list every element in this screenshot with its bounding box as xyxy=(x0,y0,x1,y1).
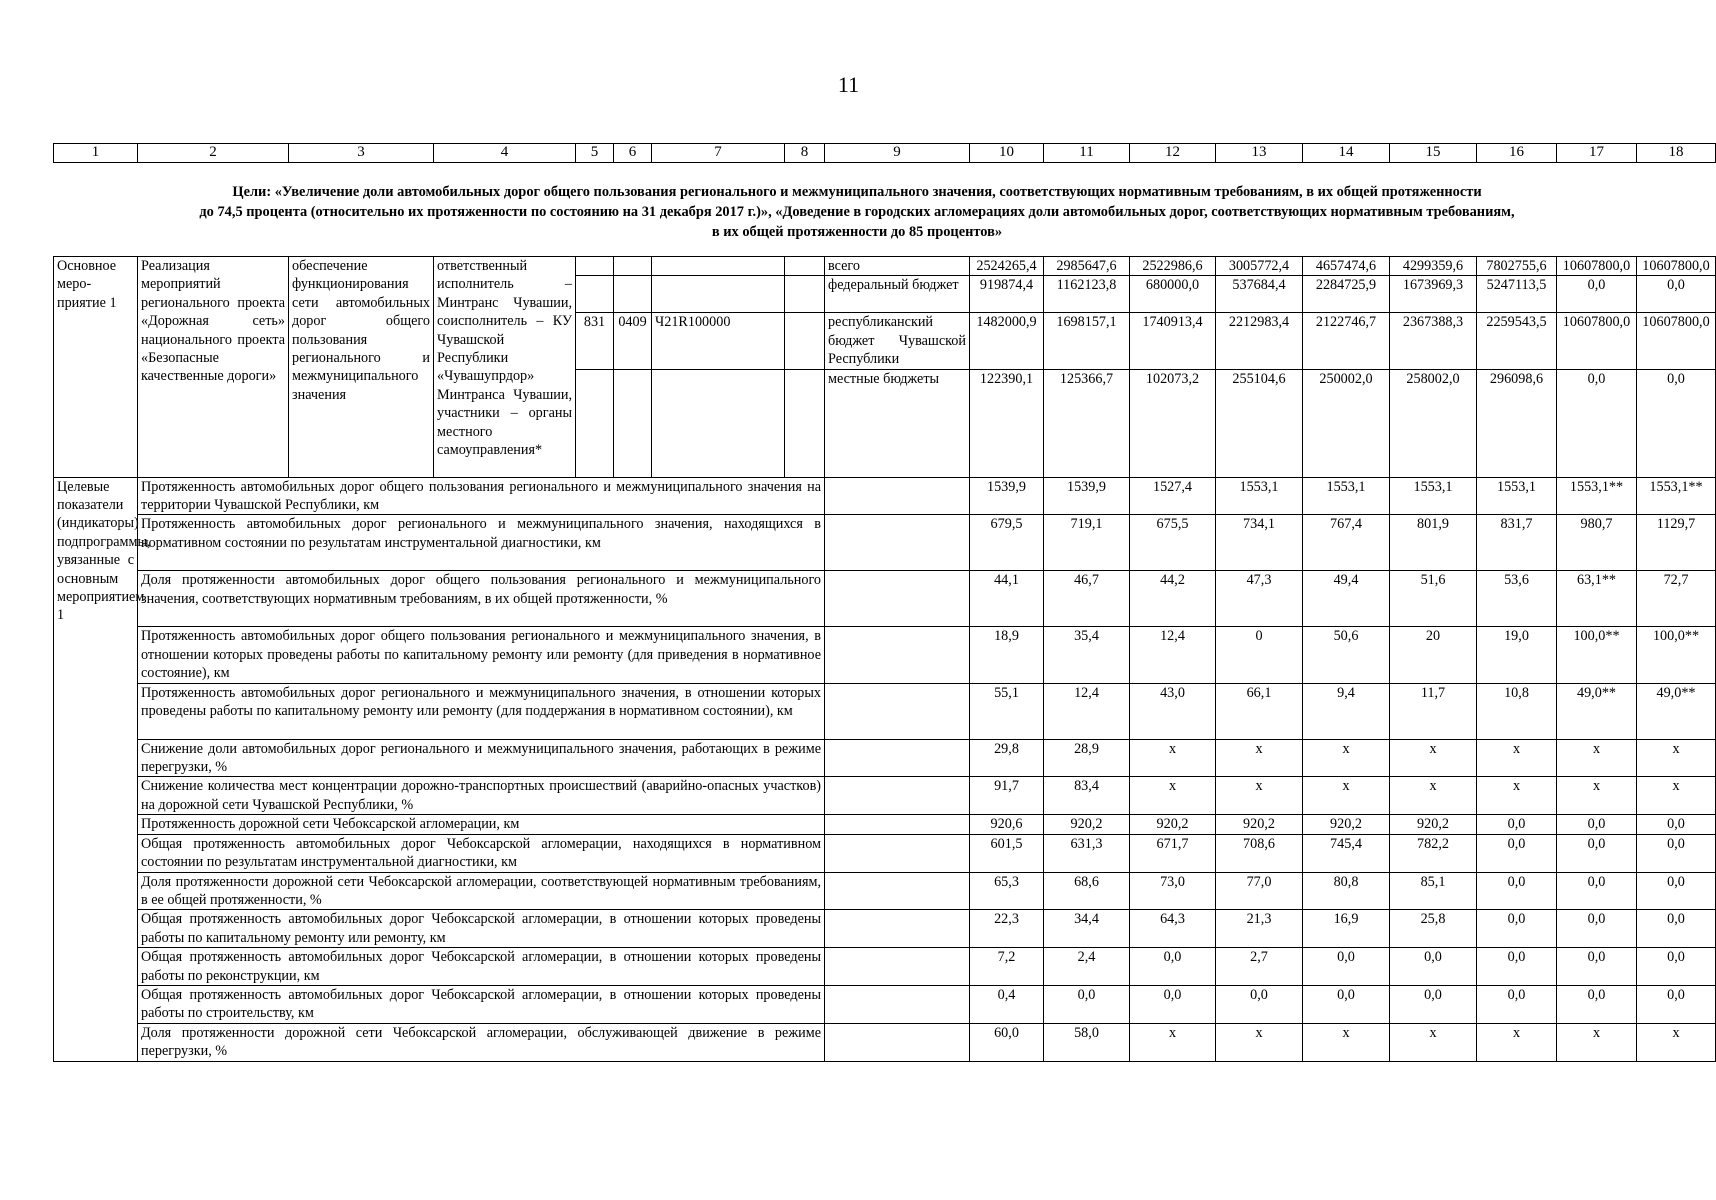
empty-source-cell xyxy=(825,985,970,1023)
indicator-value: 53,6 xyxy=(1477,571,1557,627)
indicator-value: 1553,1 xyxy=(1216,477,1303,515)
indicator-value: 16,9 xyxy=(1303,910,1390,948)
indicator-text: Доля протяженности дорожной сети Чебоксарской агломерации, обслуживающей движение в режиме перегрузки, % xyxy=(138,1023,825,1061)
indicator-value: 80,8 xyxy=(1303,872,1390,910)
value-cell: 2259543,5 xyxy=(1477,313,1557,369)
indicator-value: x xyxy=(1216,739,1303,777)
column-number: 12 xyxy=(1130,144,1216,163)
indicator-value: 0,0 xyxy=(1477,834,1557,872)
indicator-value: 44,1 xyxy=(970,571,1044,627)
indicator-row xyxy=(54,815,1716,834)
indicator-value: x xyxy=(1303,739,1390,777)
indicator-value: 0,0 xyxy=(1637,985,1716,1023)
page-number: 11 xyxy=(837,72,860,97)
indicator-value: 0,0 xyxy=(1637,815,1716,834)
indicator-row xyxy=(54,739,1716,777)
column-number: 7 xyxy=(652,144,785,163)
indicator-value: x xyxy=(1477,739,1557,777)
indicator-value: 64,3 xyxy=(1130,910,1216,948)
column-number: 15 xyxy=(1390,144,1477,163)
value-cell: 10607800,0 xyxy=(1557,257,1637,276)
indicator-row xyxy=(54,627,1716,683)
indicator-value: 49,0** xyxy=(1637,683,1716,739)
indicator-value: 29,8 xyxy=(970,739,1044,777)
indicator-value: x xyxy=(1216,1023,1303,1061)
empty-source-cell xyxy=(825,872,970,910)
indicator-text: Общая протяженность автомобильных дорог Чебоксарской агломерации, находящихся в нормативном состоянии по результатам инструментальной диагностики, км xyxy=(138,834,825,872)
indicator-value: 0,0 xyxy=(1130,985,1216,1023)
value-cell: 125366,7 xyxy=(1044,369,1130,477)
column-number: 8 xyxy=(785,144,825,163)
indicator-value: 0,0 xyxy=(1557,910,1637,948)
indicator-value: 767,4 xyxy=(1303,515,1390,571)
indicator-value: 49,4 xyxy=(1303,571,1390,627)
indicator-value: 22,3 xyxy=(970,910,1044,948)
indicator-text: Протяженность дорожной сети Чебоксарской агломерации, км xyxy=(138,815,825,834)
indicator-value: 12,4 xyxy=(1130,627,1216,683)
value-cell: 1698157,1 xyxy=(1044,313,1130,369)
column-number: 5 xyxy=(576,144,614,163)
indicator-value: 0,0 xyxy=(1390,985,1477,1023)
code-cell xyxy=(785,369,825,477)
value-cell: 0,0 xyxy=(1637,369,1716,477)
code-cell xyxy=(614,257,652,276)
indicator-value: 734,1 xyxy=(1216,515,1303,571)
value-cell: 0,0 xyxy=(1637,276,1716,313)
code-rz-cell: 0409 xyxy=(614,313,652,369)
indicator-text: Общая протяженность автомобильных дорог Чебоксарской агломерации, в отношении которых проведены работы по реконструкции, км xyxy=(138,948,825,986)
indicator-value: 782,2 xyxy=(1390,834,1477,872)
column-number: 13 xyxy=(1216,144,1303,163)
indicator-row xyxy=(54,910,1716,948)
indicator-value: 0,0 xyxy=(1477,815,1557,834)
indicator-value: 63,1** xyxy=(1557,571,1637,627)
value-cell: 258002,0 xyxy=(1390,369,1477,477)
value-cell: 250002,0 xyxy=(1303,369,1390,477)
indicators-group-label: Целевые показатели (индикаторы) подпрограммы, увязанные с основным мероприятием 1 xyxy=(54,477,138,1061)
indicator-value: 68,6 xyxy=(1044,872,1130,910)
indicator-value: x xyxy=(1637,777,1716,815)
indicator-row xyxy=(54,1023,1716,1061)
column-number: 18 xyxy=(1637,144,1716,163)
indicator-row xyxy=(54,948,1716,986)
indicator-text: Протяженность автомобильных дорог регионального и межмуниципального значения, в отношении которых проведены работы по капитальному ремонту или ремонту (для поддержания в нормативном состоянии), км xyxy=(138,683,825,739)
indicator-row xyxy=(54,571,1716,627)
indicator-text: Протяженность автомобильных дорог общего пользования регионального и межмуниципального значения на территории Чувашской Республики, км xyxy=(138,477,825,515)
indicator-value: 601,5 xyxy=(970,834,1044,872)
indicator-text: Снижение количества мест концентрации дорожно-транспортных происшествий (аварийно-опасных участков) на дорожной сети Чувашской Республики, % xyxy=(138,777,825,815)
value-cell: 537684,4 xyxy=(1216,276,1303,313)
indicator-value: 0,0 xyxy=(1477,872,1557,910)
indicator-value: x xyxy=(1557,1023,1637,1061)
indicator-value: 0,0 xyxy=(1637,910,1716,948)
indicator-value: 920,2 xyxy=(1130,815,1216,834)
source-cell: федеральный бюджет xyxy=(825,276,970,313)
indicator-row xyxy=(54,777,1716,815)
indicator-value: 1553,1 xyxy=(1303,477,1390,515)
code-gr-cell: 831 xyxy=(576,313,614,369)
column-number: 10 xyxy=(970,144,1044,163)
indicator-value: 675,5 xyxy=(1130,515,1216,571)
empty-source-cell xyxy=(825,1023,970,1061)
indicator-value: x xyxy=(1557,739,1637,777)
indicator-value: 44,2 xyxy=(1130,571,1216,627)
indicator-value: 1539,9 xyxy=(970,477,1044,515)
indicator-value: 46,7 xyxy=(1044,571,1130,627)
code-cell xyxy=(785,257,825,276)
indicator-text: Общая протяженность автомобильных дорог Чебоксарской агломерации, в отношении которых проведены работы по строительству, км xyxy=(138,985,825,1023)
indicator-value: 100,0** xyxy=(1637,627,1716,683)
indicator-value: 49,0** xyxy=(1557,683,1637,739)
indicator-value: 631,3 xyxy=(1044,834,1130,872)
main-event-goal: обеспечение функционирования сети автомобильных дорог общего пользования регионального и межмуниципального значения xyxy=(289,257,434,478)
indicator-value: 1553,1 xyxy=(1477,477,1557,515)
indicator-value: 1553,1 xyxy=(1390,477,1477,515)
indicator-value: 801,9 xyxy=(1390,515,1477,571)
indicator-value: 0 xyxy=(1216,627,1303,683)
indicator-text: Снижение доли автомобильных дорог регионального и межмуниципального значения, работающих в режиме перегрузки, % xyxy=(138,739,825,777)
indicator-value: 0,0 xyxy=(1390,948,1477,986)
code-cell xyxy=(652,369,785,477)
indicator-value: 34,4 xyxy=(1044,910,1130,948)
indicator-value: 1539,9 xyxy=(1044,477,1130,515)
indicator-value: 91,7 xyxy=(970,777,1044,815)
column-number: 6 xyxy=(614,144,652,163)
code-cell xyxy=(614,369,652,477)
empty-source-cell xyxy=(825,515,970,571)
code-cell xyxy=(576,276,614,313)
indicator-value: x xyxy=(1303,1023,1390,1061)
goals-line: до 74,5 процента (относительно их протяженности по состоянию на 31 декабря 2017 г.)», «Доведение в городских агломерациях доли автомобильных дорог, соответствующих нормативным требованиям, xyxy=(199,204,1515,220)
code-cell xyxy=(652,257,785,276)
indicator-value: 920,2 xyxy=(1216,815,1303,834)
main-event-title: Реализация мероприятий регионального проекта «Дорожная сеть» национального проекта «Безопасные качественные дороги» xyxy=(138,257,289,478)
value-cell: 7802755,6 xyxy=(1477,257,1557,276)
indicator-value: 21,3 xyxy=(1216,910,1303,948)
indicator-value: 708,6 xyxy=(1216,834,1303,872)
value-cell: 2367388,3 xyxy=(1390,313,1477,369)
column-number: 9 xyxy=(825,144,970,163)
indicator-value: 719,1 xyxy=(1044,515,1130,571)
indicator-value: x xyxy=(1477,777,1557,815)
indicator-value: 28,9 xyxy=(1044,739,1130,777)
column-number: 2 xyxy=(138,144,289,163)
indicator-value: 0,0 xyxy=(1303,948,1390,986)
indicator-value: 66,1 xyxy=(1216,683,1303,739)
indicator-value: 9,4 xyxy=(1303,683,1390,739)
code-cell xyxy=(576,369,614,477)
indicator-value: x xyxy=(1130,1023,1216,1061)
main-event-executors: ответственный исполнитель – Минтранс Чувашии, соисполнитель – КУ Чувашской Республики «Чувашупрдор» Минтранса Чувашии, участники – органы местного самоуправления* xyxy=(434,257,576,478)
indicator-value: 43,0 xyxy=(1130,683,1216,739)
indicator-value: 83,4 xyxy=(1044,777,1130,815)
indicator-value: 0,0 xyxy=(1477,948,1557,986)
indicator-value: 0,0 xyxy=(1557,948,1637,986)
column-number: 16 xyxy=(1477,144,1557,163)
indicator-value: 20 xyxy=(1390,627,1477,683)
indicator-value: 85,1 xyxy=(1390,872,1477,910)
indicator-value: 0,0 xyxy=(1130,948,1216,986)
indicator-value: x xyxy=(1303,777,1390,815)
indicator-value: 60,0 xyxy=(970,1023,1044,1061)
indicator-value: 0,0 xyxy=(1477,985,1557,1023)
indicator-value: 10,8 xyxy=(1477,683,1557,739)
indicator-value: 2,7 xyxy=(1216,948,1303,986)
indicator-value: 18,9 xyxy=(970,627,1044,683)
value-cell: 2122746,7 xyxy=(1303,313,1390,369)
indicator-value: x xyxy=(1390,777,1477,815)
indicator-value: 50,6 xyxy=(1303,627,1390,683)
indicator-value: 58,0 xyxy=(1044,1023,1130,1061)
value-cell: 919874,4 xyxy=(970,276,1044,313)
column-number: 4 xyxy=(434,144,576,163)
indicator-row xyxy=(54,985,1716,1023)
indicator-row xyxy=(54,872,1716,910)
indicator-value: 0,0 xyxy=(1477,910,1557,948)
value-cell: 3005772,4 xyxy=(1216,257,1303,276)
indicator-value: 745,4 xyxy=(1303,834,1390,872)
indicator-value: 35,4 xyxy=(1044,627,1130,683)
indicator-value: 0,0 xyxy=(1557,872,1637,910)
indicator-value: 0,0 xyxy=(1557,985,1637,1023)
main-event-label: Основное меро-приятие 1 xyxy=(54,257,138,478)
indicator-row xyxy=(54,477,1716,515)
indicator-value: 51,6 xyxy=(1390,571,1477,627)
indicator-value: 2,4 xyxy=(1044,948,1130,986)
indicator-row xyxy=(54,683,1716,739)
value-cell: 10607800,0 xyxy=(1637,313,1716,369)
indicator-value: 0,0 xyxy=(1637,872,1716,910)
column-number: 3 xyxy=(289,144,434,163)
indicator-value: 0,0 xyxy=(1303,985,1390,1023)
value-cell: 2985647,6 xyxy=(1044,257,1130,276)
indicator-value: 0,0 xyxy=(1637,834,1716,872)
empty-source-cell xyxy=(825,739,970,777)
indicator-value: 679,5 xyxy=(970,515,1044,571)
indicator-text: Доля протяженности автомобильных дорог общего пользования регионального и межмуниципального значения, соответствующих нормативным требованиям, в их общей протяженности, % xyxy=(138,571,825,627)
indicator-value: 0,0 xyxy=(1216,985,1303,1023)
column-number: 17 xyxy=(1557,144,1637,163)
value-cell: 1673969,3 xyxy=(1390,276,1477,313)
column-number-header xyxy=(53,143,1716,163)
indicator-row xyxy=(54,834,1716,872)
indicator-value: x xyxy=(1477,1023,1557,1061)
empty-source-cell xyxy=(825,571,970,627)
indicator-value: 1553,1** xyxy=(1557,477,1637,515)
value-cell: 1162123,8 xyxy=(1044,276,1130,313)
code-cell xyxy=(576,257,614,276)
indicator-value: 19,0 xyxy=(1477,627,1557,683)
indicator-value: 100,0** xyxy=(1557,627,1637,683)
value-cell: 102073,2 xyxy=(1130,369,1216,477)
empty-source-cell xyxy=(825,834,970,872)
value-cell: 0,0 xyxy=(1557,369,1637,477)
value-cell: 2212983,4 xyxy=(1216,313,1303,369)
indicator-value: 0,0 xyxy=(1044,985,1130,1023)
indicator-value: 920,6 xyxy=(970,815,1044,834)
empty-source-cell xyxy=(825,683,970,739)
source-cell: всего xyxy=(825,257,970,276)
code-vr-cell xyxy=(785,313,825,369)
code-cell xyxy=(652,276,785,313)
empty-source-cell xyxy=(825,910,970,948)
indicator-value: 0,4 xyxy=(970,985,1044,1023)
code-csr-cell: Ч21R100000 xyxy=(652,313,785,369)
empty-source-cell xyxy=(825,627,970,683)
indicator-value: 0,0 xyxy=(1557,834,1637,872)
value-cell: 1740913,4 xyxy=(1130,313,1216,369)
indicator-value: x xyxy=(1390,739,1477,777)
indicator-value: x xyxy=(1637,739,1716,777)
indicator-text: Протяженность автомобильных дорог регионального и межмуниципального значения, находящихся в нормативном состоянии по результатам инструментальной диагностики, км xyxy=(138,515,825,571)
value-cell: 255104,6 xyxy=(1216,369,1303,477)
indicator-value: x xyxy=(1390,1023,1477,1061)
value-cell: 2522986,6 xyxy=(1130,257,1216,276)
column-number: 1 xyxy=(54,144,138,163)
goals-heading xyxy=(53,182,1661,242)
indicator-value: 0,0 xyxy=(1637,948,1716,986)
indicator-value: 920,2 xyxy=(1390,815,1477,834)
value-cell: 5247113,5 xyxy=(1477,276,1557,313)
empty-source-cell xyxy=(825,777,970,815)
value-cell: 2284725,9 xyxy=(1303,276,1390,313)
value-cell: 2524265,4 xyxy=(970,257,1044,276)
value-cell: 0,0 xyxy=(1557,276,1637,313)
code-cell xyxy=(785,276,825,313)
indicator-value: x xyxy=(1557,777,1637,815)
indicator-value: 73,0 xyxy=(1130,872,1216,910)
indicator-value: 1553,1** xyxy=(1637,477,1716,515)
column-number: 11 xyxy=(1044,144,1130,163)
value-cell: 10607800,0 xyxy=(1557,313,1637,369)
empty-source-cell xyxy=(825,815,970,834)
indicator-text: Доля протяженности дорожной сети Чебоксарской агломерации, соответствующей нормативным требованиям, в ее общей протяженности, % xyxy=(138,872,825,910)
finance-row xyxy=(54,257,1716,276)
indicator-value: 1527,4 xyxy=(1130,477,1216,515)
value-cell: 10607800,0 xyxy=(1637,257,1716,276)
indicator-value: 920,2 xyxy=(1303,815,1390,834)
empty-source-cell xyxy=(825,477,970,515)
indicator-value: 7,2 xyxy=(970,948,1044,986)
goals-line: в их общей протяженности до 85 процентов» xyxy=(711,224,1003,240)
value-cell: 1482000,9 xyxy=(970,313,1044,369)
code-cell xyxy=(614,276,652,313)
indicator-value: 55,1 xyxy=(970,683,1044,739)
value-cell: 4657474,6 xyxy=(1303,257,1390,276)
indicator-text: Протяженность автомобильных дорог общего пользования регионального и межмуниципального значения, в отношении которых проведены работы по капитальному ремонту или ремонту (для приведения в нормативное состояние), км xyxy=(138,627,825,683)
goals-line: Цели: «Увеличение доли автомобильных дорог общего пользования регионального и межмуниципального значения, соответствующих нормативным требованиям, в их общей протяженности xyxy=(232,184,1482,200)
indicator-value: 831,7 xyxy=(1477,515,1557,571)
value-cell: 296098,6 xyxy=(1477,369,1557,477)
indicator-value: x xyxy=(1216,777,1303,815)
source-cell: республиканский бюджет Чувашской Республики xyxy=(825,313,970,369)
value-cell: 4299359,6 xyxy=(1390,257,1477,276)
indicator-value: 47,3 xyxy=(1216,571,1303,627)
indicator-value: 77,0 xyxy=(1216,872,1303,910)
indicator-value: x xyxy=(1130,777,1216,815)
indicator-value: 0,0 xyxy=(1557,815,1637,834)
empty-source-cell xyxy=(825,948,970,986)
indicator-value: 11,7 xyxy=(1390,683,1477,739)
indicator-value: 65,3 xyxy=(970,872,1044,910)
indicator-value: 980,7 xyxy=(1557,515,1637,571)
indicator-value: 671,7 xyxy=(1130,834,1216,872)
indicator-value: 72,7 xyxy=(1637,571,1716,627)
indicator-row xyxy=(54,515,1716,571)
indicator-value: x xyxy=(1637,1023,1716,1061)
value-cell: 680000,0 xyxy=(1130,276,1216,313)
indicator-value: 920,2 xyxy=(1044,815,1130,834)
indicator-value: 25,8 xyxy=(1390,910,1477,948)
value-cell: 122390,1 xyxy=(970,369,1044,477)
program-table xyxy=(53,256,1716,1062)
indicator-value: x xyxy=(1130,739,1216,777)
indicator-value: 12,4 xyxy=(1044,683,1130,739)
indicator-value: 1129,7 xyxy=(1637,515,1716,571)
column-number: 14 xyxy=(1303,144,1390,163)
source-cell: местные бюджеты xyxy=(825,369,970,477)
indicator-text: Общая протяженность автомобильных дорог Чебоксарской агломерации, в отношении которых проведены работы по капитальному ремонту или ремонту, км xyxy=(138,910,825,948)
